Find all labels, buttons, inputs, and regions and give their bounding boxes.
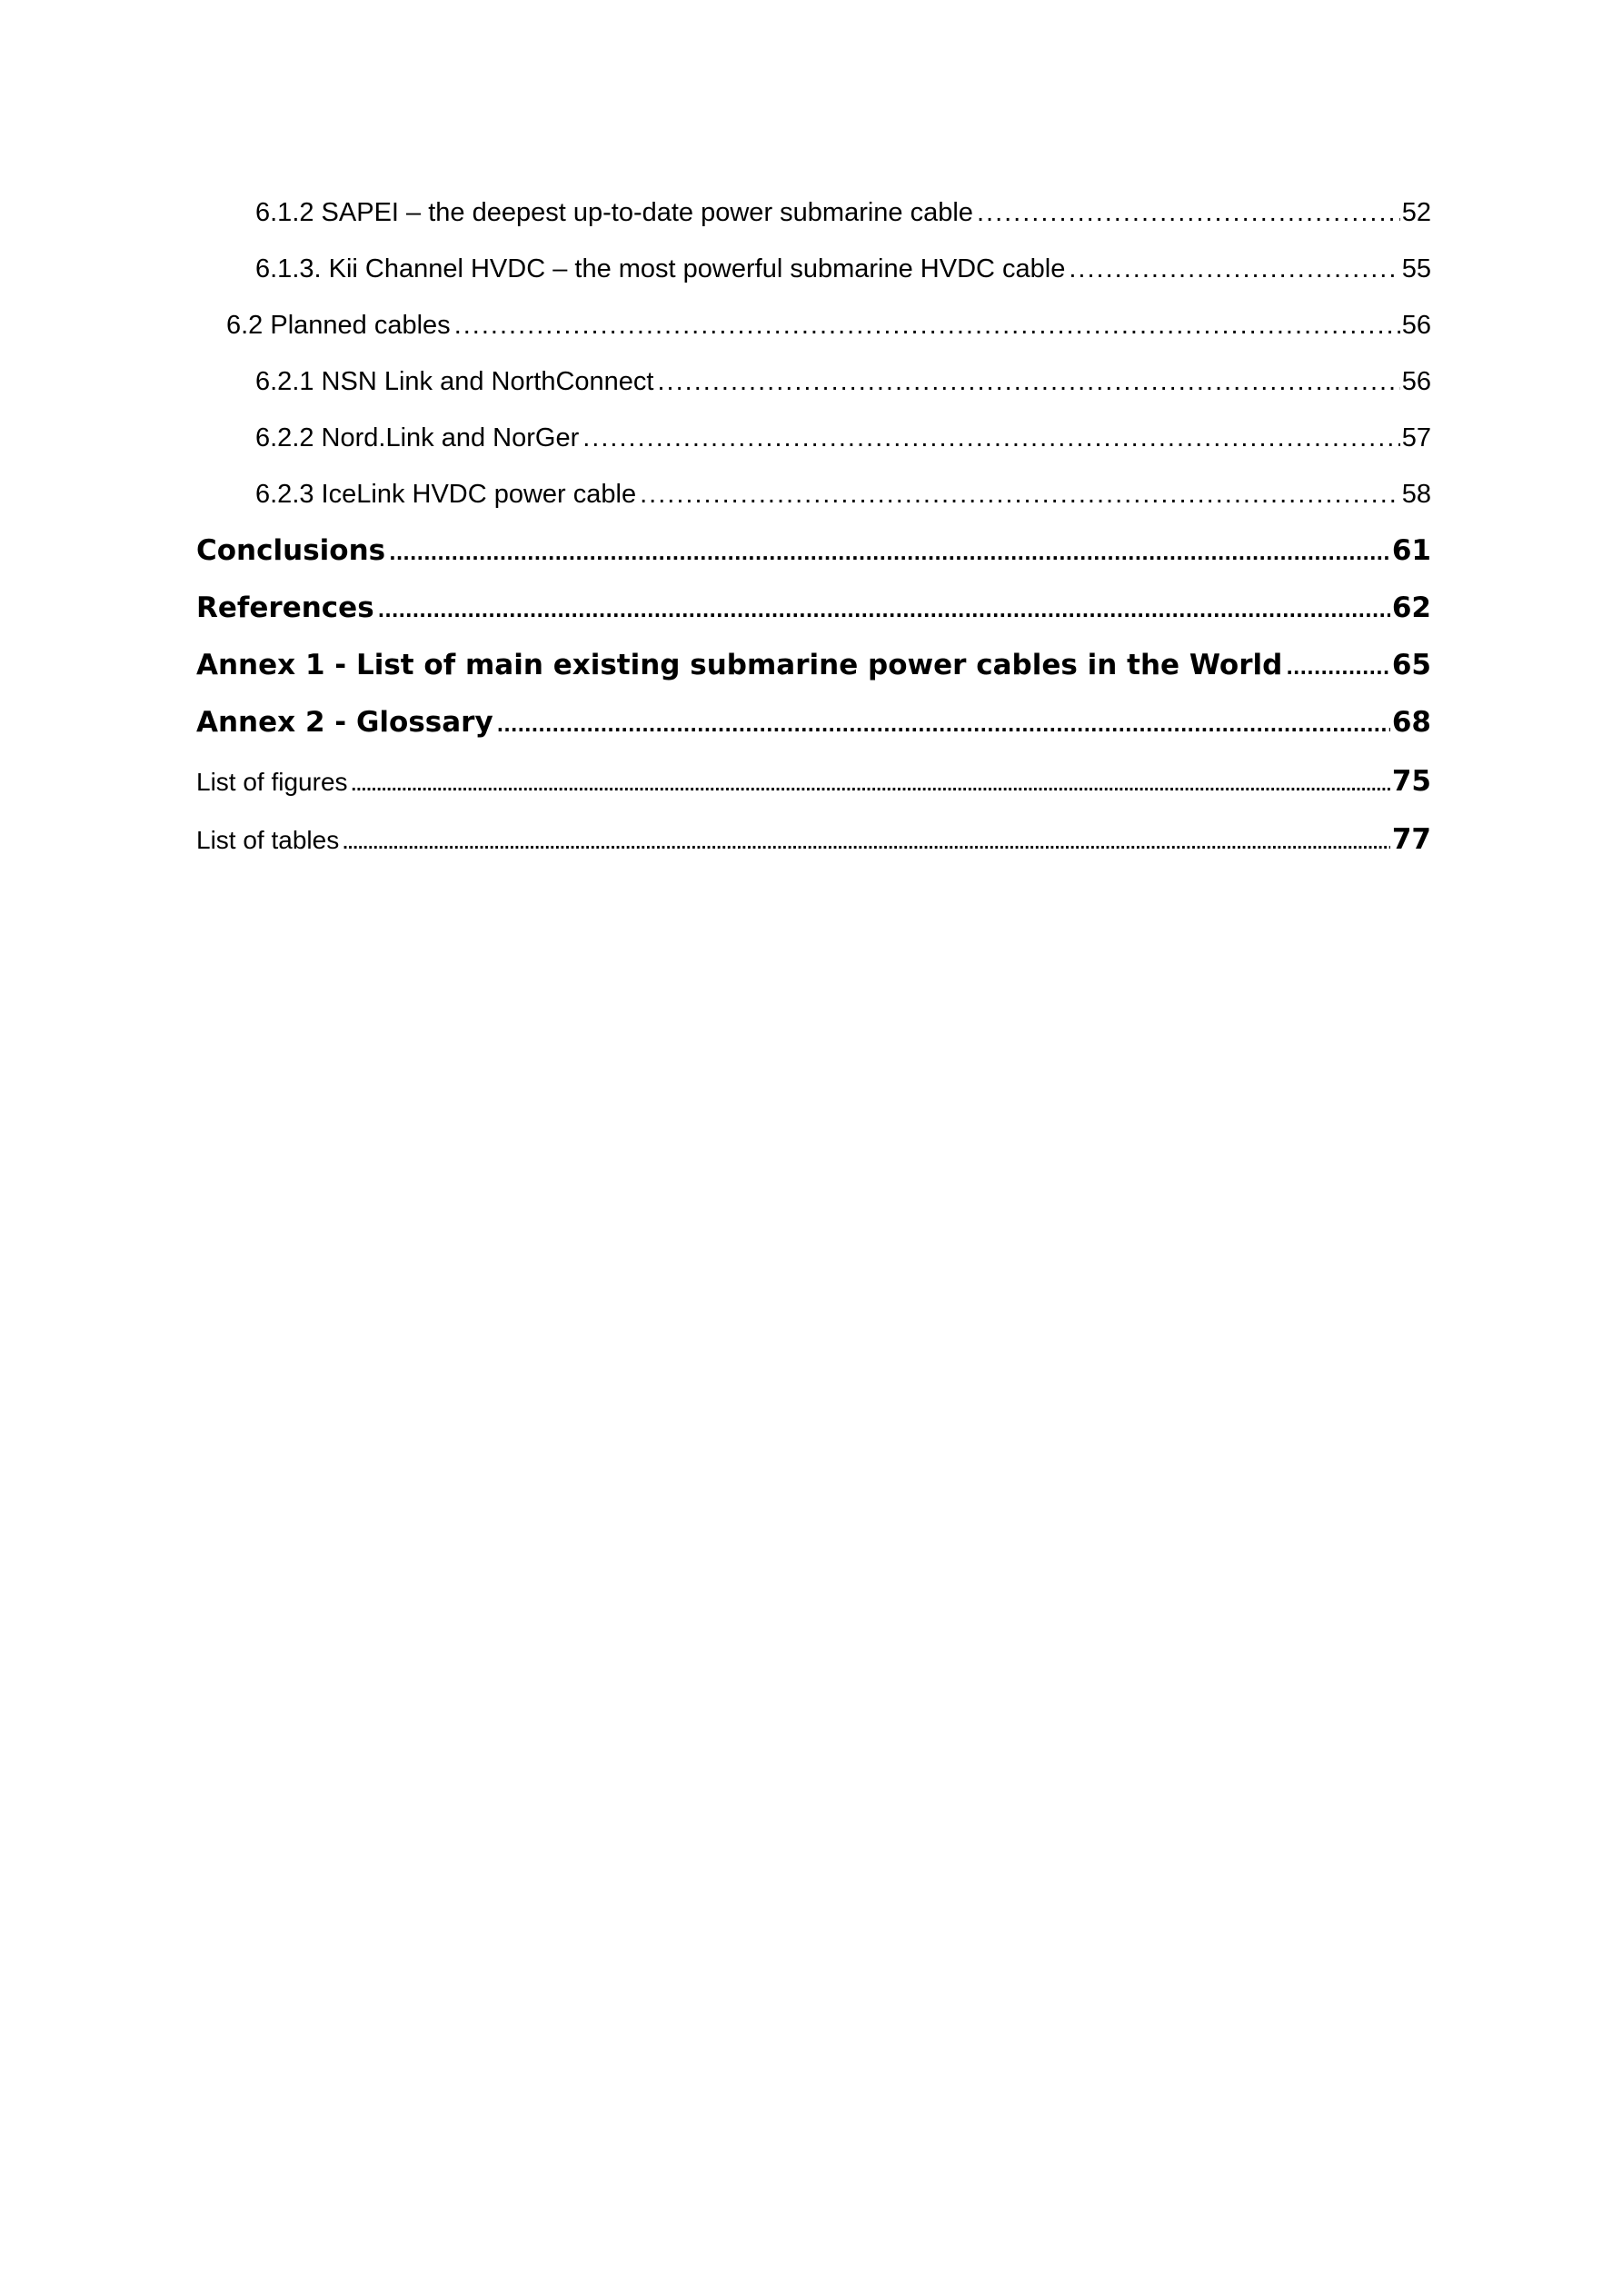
toc-dot-leader	[352, 775, 1390, 796]
toc-page-number: 57	[1401, 423, 1431, 452]
toc-dot-leader	[582, 423, 1399, 453]
toc-page-number: 58	[1401, 480, 1431, 509]
toc-entry-list-of-figures[interactable]	[196, 765, 1431, 798]
toc-dot-leader	[640, 480, 1400, 510]
toc-entry-title: References	[196, 591, 374, 624]
toc-page-number: 55	[1401, 254, 1431, 283]
toc-entry-6-1-3[interactable]	[255, 254, 1431, 284]
toc-entry-title: 6.2.3 IceLink HVDC power cable	[255, 480, 637, 509]
toc-dot-leader	[378, 600, 1390, 621]
toc-entry-list-of-tables[interactable]	[196, 823, 1431, 856]
toc-entry-title: 6.1.3. Kii Channel HVDC – the most powerful submarine HVDC cable	[255, 254, 1066, 283]
toc-entry-title: Annex 2 - Glossary	[196, 706, 493, 739]
toc-entry-title: Annex 1 - List of main existing submarine power cables in the World	[196, 649, 1283, 681]
toc-entry-title: 6.1.2 SAPEI – the deepest up-to-date power submarine cable	[255, 198, 973, 227]
toc-page-number: 56	[1401, 311, 1431, 340]
toc-page-number: 75	[1391, 765, 1431, 798]
toc-entry-title: 6.2 Planned cables	[226, 311, 451, 340]
toc-dot-leader	[454, 311, 1400, 341]
toc-entry-annex-2[interactable]	[196, 706, 1431, 739]
toc-dot-leader	[497, 714, 1390, 736]
toc-dot-leader	[1286, 657, 1390, 679]
toc-dot-leader	[1069, 254, 1399, 284]
toc-page-number: 61	[1391, 534, 1431, 567]
toc-entry-title: 6.2.2 Nord.Link and NorGer	[255, 423, 580, 452]
toc-entry-6-2-2[interactable]	[255, 423, 1431, 453]
toc-page-number: 62	[1391, 591, 1431, 624]
toc-entry-6-2[interactable]	[226, 311, 1431, 341]
toc-entry-6-2-3[interactable]	[255, 480, 1431, 510]
toc-entry-6-2-1[interactable]	[255, 367, 1431, 397]
toc-dot-leader	[977, 198, 1400, 228]
toc-dot-leader	[343, 833, 1390, 854]
toc-entry-title: 6.2.1 NSN Link and NorthConnect	[255, 367, 654, 396]
toc-entry-references[interactable]	[196, 591, 1431, 624]
toc-dot-leader	[389, 542, 1390, 564]
toc-page-number: 52	[1401, 198, 1431, 227]
toc-entry-6-1-2[interactable]	[255, 198, 1431, 228]
toc-page-number: 77	[1391, 823, 1431, 856]
toc-page-number: 65	[1391, 649, 1431, 681]
toc-entry-annex-1[interactable]	[196, 649, 1431, 681]
toc-page-number: 56	[1401, 367, 1431, 396]
toc-entry-title: Conclusions	[196, 534, 386, 567]
toc-entry-conclusions[interactable]	[196, 534, 1431, 567]
toc-entry-title: List of tables	[196, 826, 340, 854]
toc-dot-leader	[657, 367, 1399, 397]
toc-page-number: 68	[1391, 706, 1431, 739]
toc-entry-title: List of figures	[196, 768, 348, 796]
